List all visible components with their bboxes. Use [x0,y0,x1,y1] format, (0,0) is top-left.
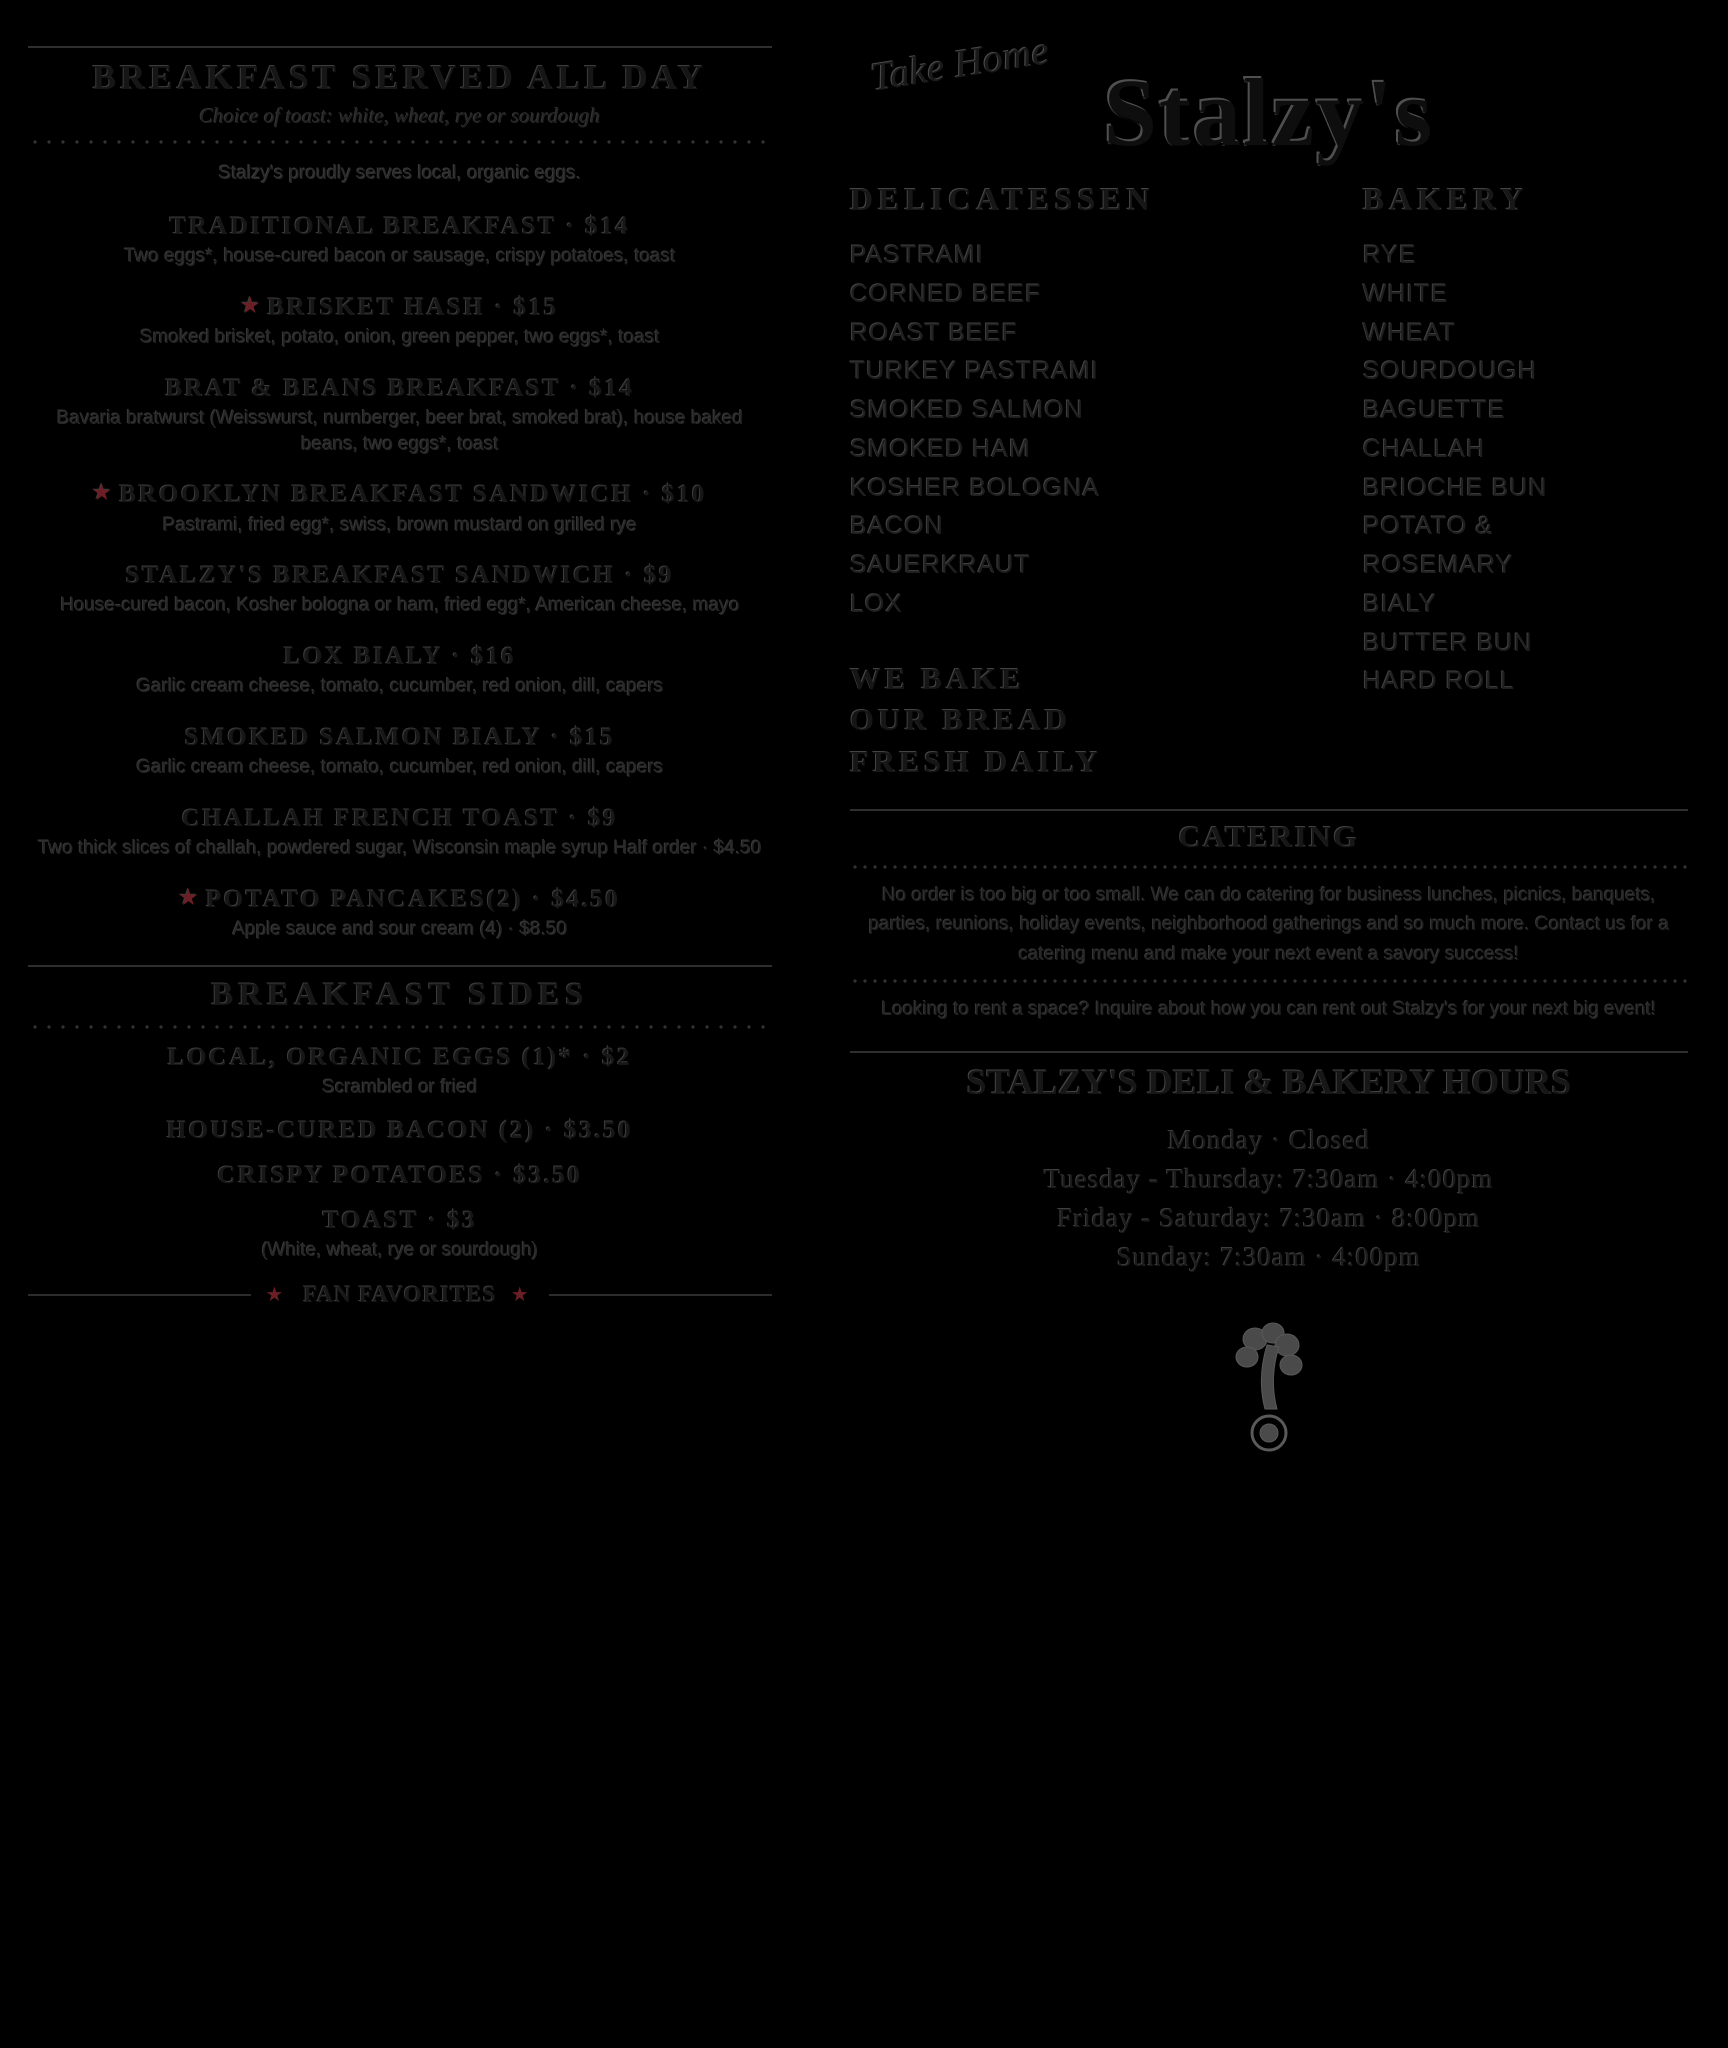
bakery-column [1363,181,1688,783]
fan-favorites-line-right [549,1294,772,1296]
menu-item-desc: Pastrami, fried egg*, swiss, brown mustard on grilled rye [162,514,638,536]
menu-item-name: STALZY'S BREAKFAST SANDWICH · $9 [125,562,675,590]
list-item: TURKEY PASTRAMI [850,357,1099,386]
side-item [28,1115,772,1146]
list-item: BUTTER BUN [1362,628,1533,657]
list-item: POTATO & [1362,512,1494,541]
menu-item-name [28,292,772,323]
fan-favorite-star-icon: ★ [92,482,114,505]
menu-item-name: TRADITIONAL BREAKFAST · $14 [169,213,631,240]
catering-rent-note: Looking to rent a space? Inquire about how you can rent out Stalzy's for your next big event! [881,999,1657,1021]
tagline-line-2: OUR BREAD [850,702,1072,738]
fan-favorite-star-icon: ★ [510,1284,529,1307]
hours-line: Sunday: 7:30am · 4:00pm [1116,1242,1422,1273]
dotted-divider-catering [850,863,1688,871]
tagline-line-3: FRESH DAILY [850,744,1103,780]
deli-bakery-columns [850,181,1688,783]
catering-paragraph: No order is too big or too small. We can do catering for business lunches, picnics, banquets, parties, reunions, holiday events, neighborhood gatherings and so much more. Contact us for a catering menu and make your next event a savory success! [868,885,1670,965]
fan-favorites-footer [28,1282,772,1308]
menu-item-name: LOX BIALY · $16 [283,643,517,671]
list-item: BRIOCHE BUN [1362,473,1548,502]
list-item: PASTRAMI [850,241,984,269]
list-item: SAUERKRAUT [850,551,1031,579]
list-item: KOSHER BOLOGNA [850,473,1101,502]
bakery-heading: BAKERY [1362,181,1529,217]
menu-item-desc: Garlic cream cheese, tomato, cucumber, red onion, dill, capers [136,676,664,698]
menu-item [28,722,772,781]
sides-divider [28,965,772,967]
take-home-script: Take Home [867,27,1053,100]
hours-heading: STALZY'S DELI & BAKERY HOURS [966,1061,1572,1102]
side-item-desc: (White, wheat, rye or sourdough) [261,1240,539,1262]
menu-item-name: CHALLAH FRENCH TOAST · $9 [181,804,619,832]
menu-item-desc: House-cured bacon, Kosher bologna or ham, fried egg*, American cheese, mayo [60,595,740,617]
breakfast-toast-choice: Choice of toast: white, wheat, rye or sourdough [199,104,601,128]
top-divider [28,46,772,48]
list-item: BIALY [1362,589,1437,618]
organic-eggs-note: Stalzy's proudly serves local, organic eggs. [218,163,582,184]
pickle-crest-icon [1209,1317,1329,1467]
side-item-name: HOUSE-CURED BACON (2) · $3.50 [166,1116,634,1144]
menu-item [28,803,772,862]
side-item-name: TOAST · $3 [322,1207,478,1235]
list-item: SMOKED SALMON [850,396,1084,424]
takehome-column [800,0,1728,2048]
side-item-name: LOCAL, ORGANIC EGGS (1)* · $2 [167,1043,633,1071]
menu-item-desc: Garlic cream cheese, tomato, cucumber, red onion, dill, capers [136,757,664,779]
menu-item [28,641,772,700]
menu-item [28,884,772,943]
list-item: WHEAT [1362,318,1457,347]
hours-line: Monday · Closed [1167,1124,1371,1155]
side-item-name: CRISPY POTATOES · $3.50 [217,1161,583,1189]
list-item: SMOKED HAM [850,434,1031,463]
catering-divider [850,809,1688,811]
dotted-divider-rent [850,977,1688,985]
menu-item [28,211,772,270]
menu-item-name [28,479,772,510]
fan-favorite-star-icon: ★ [265,1284,284,1307]
side-item [28,1042,772,1101]
list-item: CHALLAH [1362,434,1486,463]
menu-item-desc: Two thick slices of challah, powdered sugar, Wisconsin maple syrup Half order · $4.50 [38,838,762,860]
side-item [28,1205,772,1264]
fan-favorites-label: FAN FAVORITES [303,1281,497,1307]
footer-logo [850,1317,1688,1467]
list-item: ROSEMARY [1362,551,1514,579]
menu-item-name-text: POTATO PANCAKES(2) · $4.50 [205,885,621,913]
breakfast-section-title: BREAKFAST SERVED ALL DAY [92,58,708,97]
list-item: LOX [850,589,904,618]
hours-line: Friday - Saturday: 7:30am · 8:00pm [1057,1203,1481,1234]
menu-item-name-text: BRISKET HASH · $15 [267,293,559,321]
fan-favorite-star-icon: ★ [179,886,200,909]
menu-item [28,479,772,538]
menu-item-desc: Bavaria bratwurst (Weisswurst, nurnberger, beer brat, smoked brat), house baked beans, two eggs*, toast [56,408,744,455]
list-item: BACON [850,512,944,541]
list-item: WHITE [1362,279,1449,308]
list-item: SOURDOUGH [1362,357,1538,386]
list-item: BAGUETTE [1362,396,1506,424]
menu-item-name: SMOKED SALMON BIALY · $15 [184,723,616,751]
list-item: HARD ROLL [1362,667,1515,696]
fan-favorites-line-left [28,1294,251,1296]
menu-item [28,373,772,458]
delicatessen-column [850,181,1323,783]
list-item: CORNED BEEF [850,279,1042,308]
hours-line: Tuesday - Thursday: 7:30am · 4:00pm [1044,1163,1494,1194]
menu-item [28,292,772,351]
menu-item [28,560,772,619]
menu-item-name: BRAT & BEANS BREAKFAST · $14 [165,374,635,402]
dotted-divider-sides [28,1022,772,1032]
bake-fresh-tagline [850,658,1323,784]
breakfast-sides-title: BREAKFAST SIDES [211,976,589,1013]
catering-heading: CATERING [1178,819,1360,855]
menu-item-name-text: BROOKLYN BREAKFAST SANDWICH · $10 [119,481,708,509]
dotted-divider-top [28,137,772,147]
menu-item-desc: Apple sauce and sour cream (4) · $8.50 [232,919,568,941]
fan-favorite-star-icon: ★ [241,294,262,317]
side-item [28,1160,772,1191]
hours-divider [850,1051,1688,1053]
menu-item-desc: Smoked brisket, potato, onion, green pepper, two eggs*, toast [140,327,660,349]
menu-item-desc: Two eggs*, house-cured bacon or sausage, crispy potatoes, toast [124,246,676,268]
list-item: RYE [1362,241,1417,269]
delicatessen-heading: DELICATESSEN [850,181,1155,217]
menu-item-name [28,884,772,915]
brand-logo-text: Stalzy's [1103,59,1435,166]
breakfast-column [0,0,800,2048]
tagline-line-1: WE BAKE [850,660,1026,696]
list-item: ROAST BEEF [850,318,1018,347]
side-item-desc: Scrambled or fried [322,1076,478,1098]
